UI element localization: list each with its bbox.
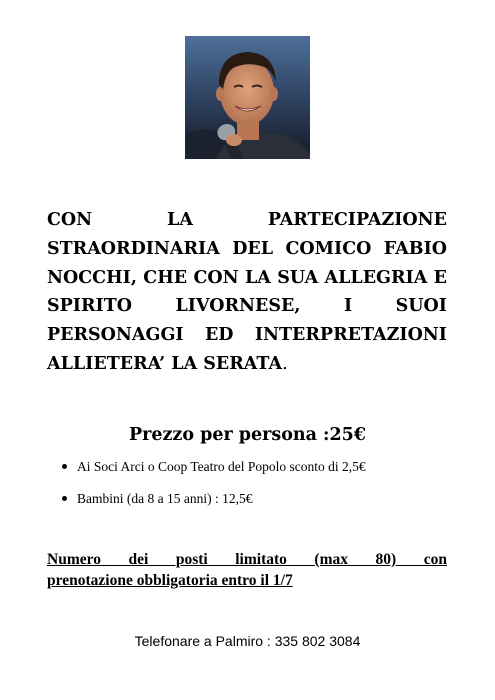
list-item [60,458,460,476]
bullet-icon [62,464,67,469]
headline-line: ALLIETERA’ LA SERATA [47,353,283,374]
discount-text: Bambini (da 8 a 15 anni) : 12,5€ [77,491,253,506]
discount-list [60,458,460,522]
notice-line: prenotazione obbligatoria entro il 1/7 [47,572,293,589]
headline-line: STRAORDINARIA DEL COMICO FABIO [47,238,447,259]
contact-phone: Telefonare a Palmiro : 335 802 3084 [134,633,361,649]
headline-line: NOCCHI, CHE CON LA SUA ALLEGRIA E [47,267,447,288]
booking-notice [47,549,447,591]
list-item [60,490,460,508]
headline-period: . [282,353,288,374]
headline-line: PERSONAGGI ED INTERPRETAZIONI [47,325,447,346]
notice-line: Numero dei posti limitato (max 80) con [47,551,447,568]
bullet-icon [62,496,67,501]
comedian-portrait-photo [185,36,310,159]
discount-text: Ai Soci Arci o Coop Teatro del Popolo sconto di 2,5€ [77,459,366,474]
price-heading: Prezzo per persona :25€ [128,425,367,445]
headline-line: SPIRITO LIVORNESE, I SUOI [47,296,447,317]
portrait-icon [185,36,310,159]
headline-text [47,206,447,379]
headline-line: CON LA PARTECIPAZIONE [47,210,447,230]
headline-last-line [47,350,447,379]
